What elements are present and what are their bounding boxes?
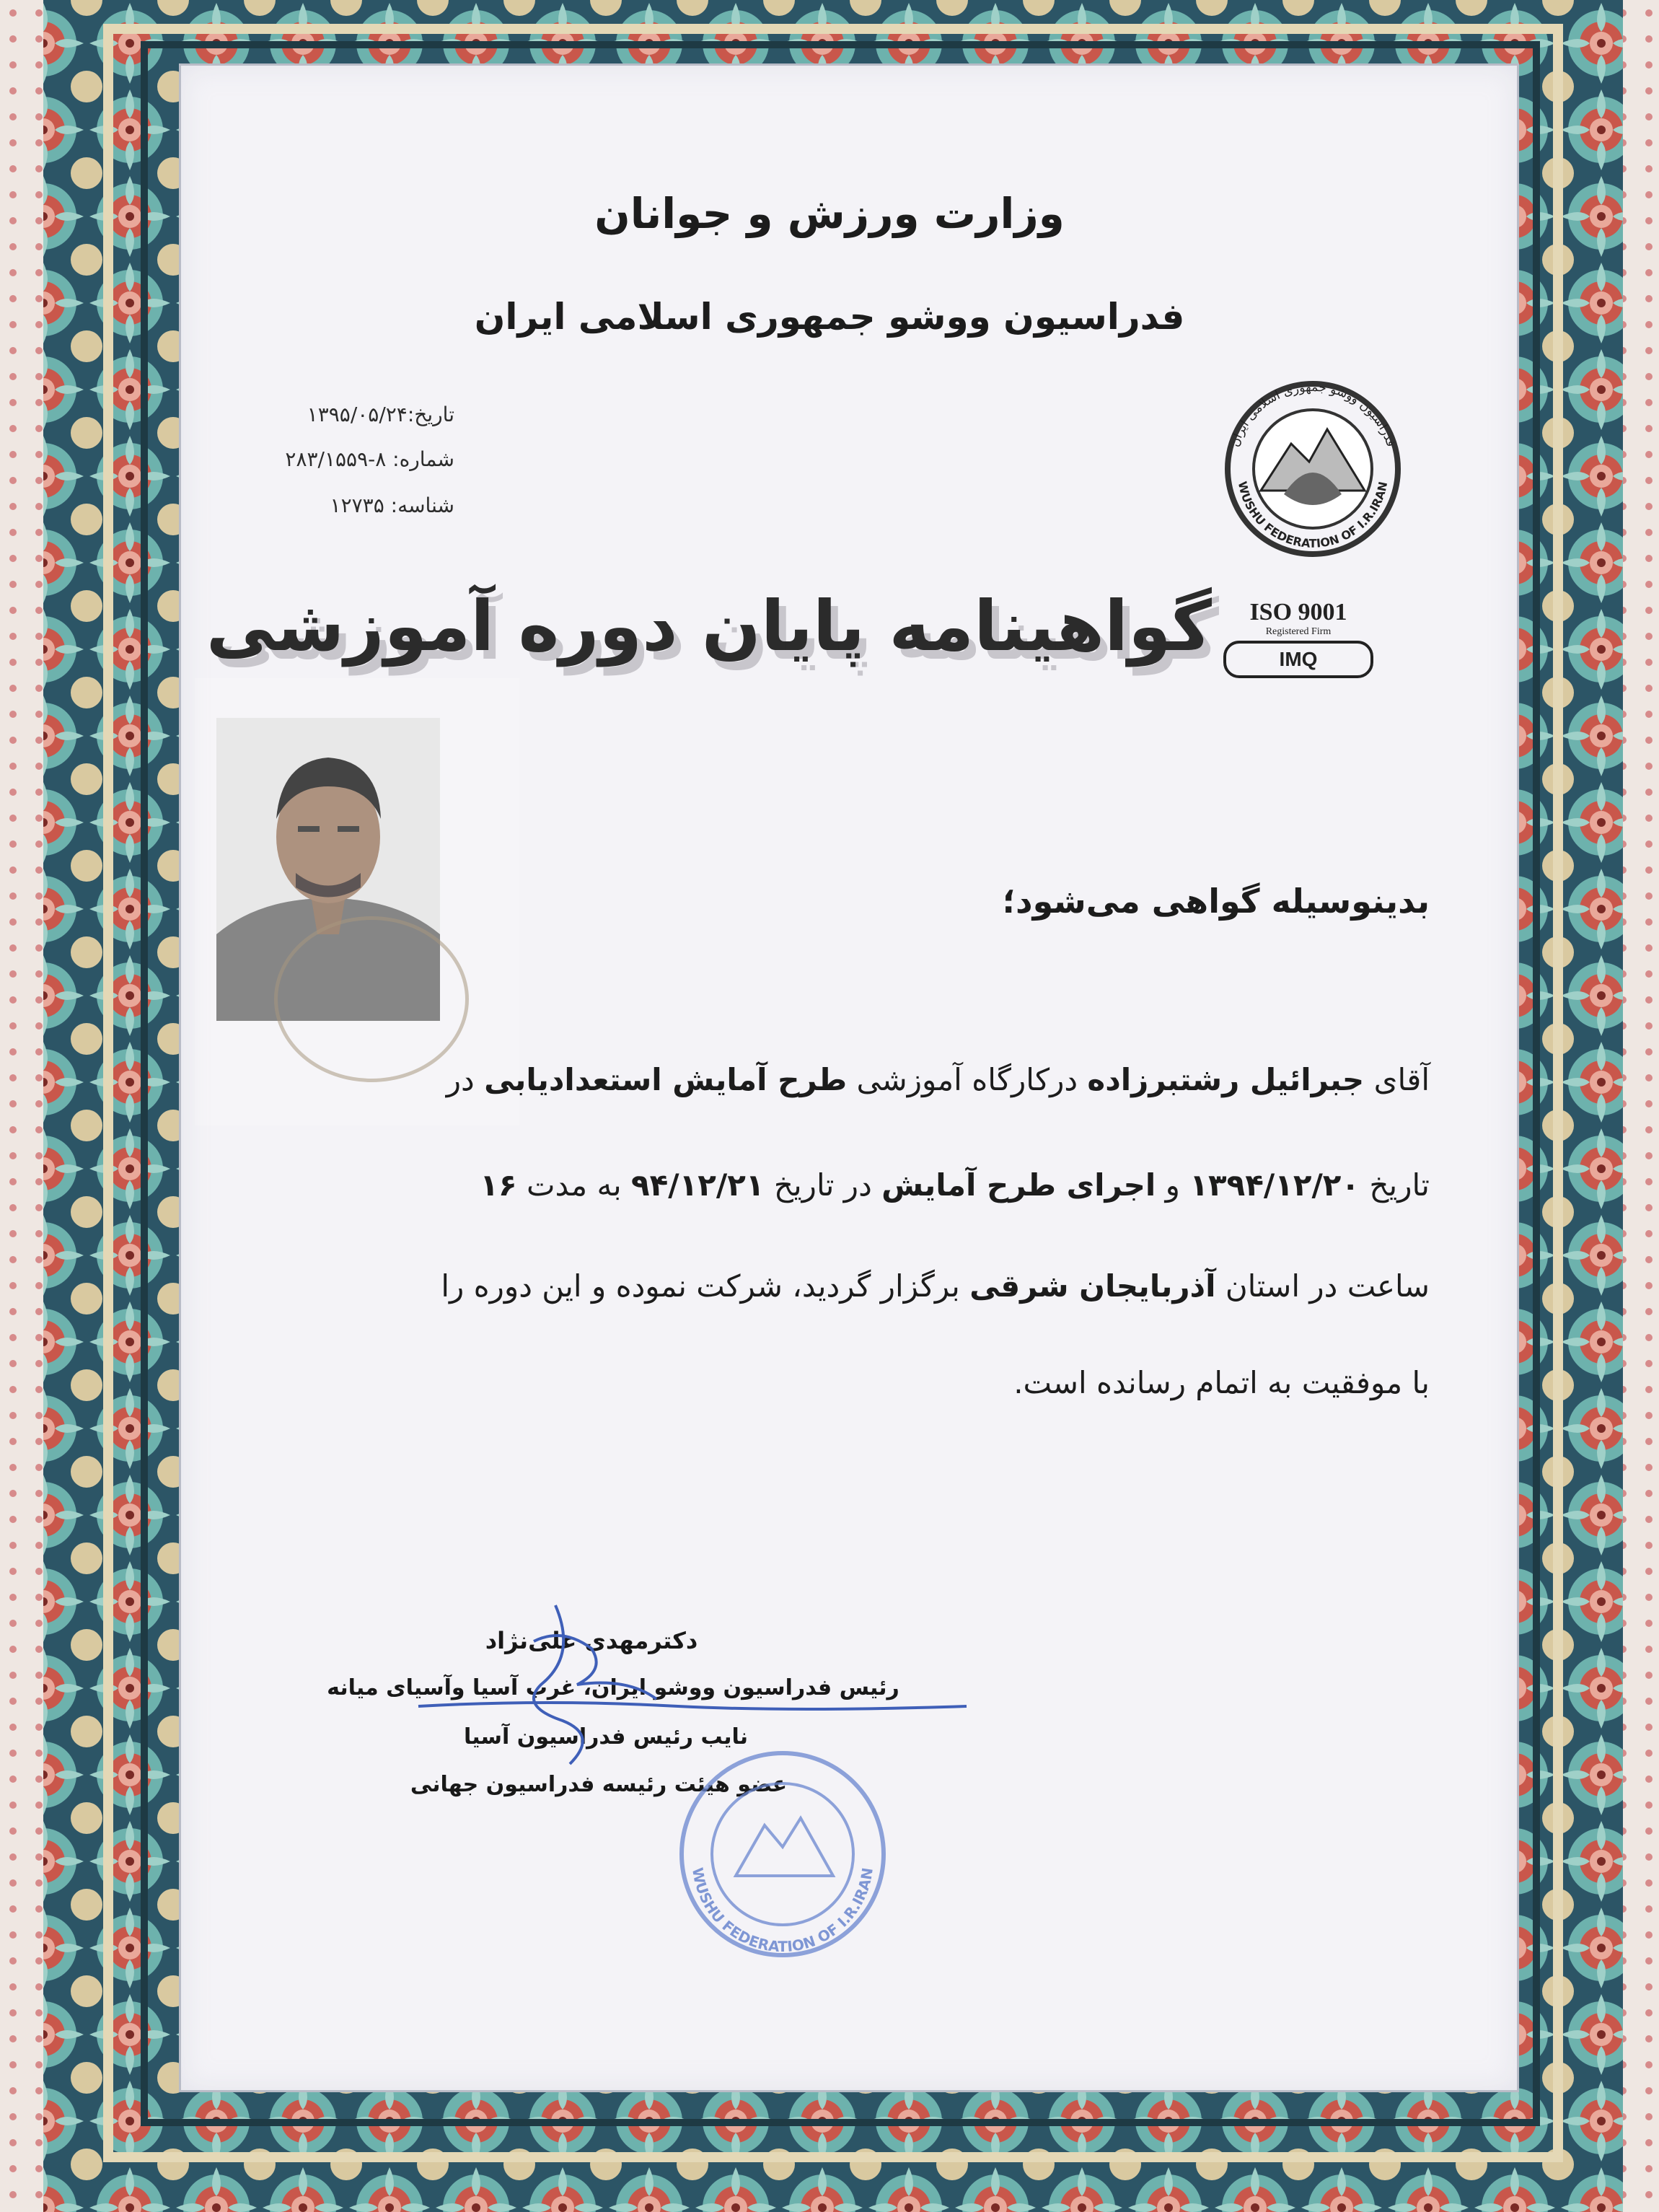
issue-date: تاریخ:۱۳۹۵/۰۵/۲۴	[307, 403, 454, 426]
program-name: اجرای طرح آمایش	[881, 1167, 1156, 1203]
recipient-name: جبرائیل رشتبرزاده	[1087, 1062, 1365, 1097]
iso-label: ISO 9001	[1249, 599, 1347, 626]
body-text: آقای	[1364, 1062, 1430, 1097]
signer-title-1: رئیس فدراسیون ووشو ایران، غرب آسیا وآسیای میانه	[327, 1675, 899, 1700]
body-text: به مدت	[516, 1167, 632, 1203]
signer-title-2: نایب رئیس فدراسیون آسیا	[463, 1724, 749, 1750]
photo-overlay	[195, 678, 519, 1125]
logo-ring-text-en: WUSHU FEDERATION OF I.R.IRAN	[1235, 480, 1391, 550]
ministry-heading: وزارت ورزش و جوانان	[594, 189, 1065, 238]
province-name: آذربایجان شرقی	[969, 1268, 1216, 1304]
iso-registered: Registered Firm	[1265, 626, 1332, 637]
body-line-2	[261, 1167, 1430, 1203]
iso-badge	[1212, 599, 1385, 693]
document-id: شناسه: ۱۲۷۳۵	[330, 493, 454, 517]
certificate-title: گواهینامه پایان دوره آموزشی	[206, 586, 1212, 667]
greeting-text: بدینوسیله گواهی می‌شود؛	[1002, 882, 1430, 921]
imq-label: IMQ	[1279, 648, 1318, 670]
body-text: برگزار گردید، شرکت نموده و این دوره را	[441, 1268, 970, 1304]
federation-heading: فدراسیون ووشو جمهوری اسلامی ایران	[474, 296, 1185, 338]
workshop-name: طرح آمایش استعدادیابی	[484, 1062, 848, 1097]
signer-name: دکترمهدی علی‌نژاد	[485, 1627, 698, 1654]
body-text: در	[446, 1062, 485, 1097]
body-line-4: با موفقیت به اتمام رسانده است.	[1013, 1365, 1430, 1400]
logo-ring-text: فدراسیون ووشو جمهوری اسلامی ایران	[1227, 379, 1399, 449]
body-text: درکارگاه آموزشی	[847, 1062, 1088, 1097]
body-text: و	[1156, 1167, 1190, 1203]
body-line-1	[261, 1062, 1430, 1097]
body-line-3	[261, 1268, 1430, 1304]
official-stamp	[664, 1746, 902, 1962]
signer-title-3: عضو هیئت رئیسه فدراسیون جهانی	[410, 1772, 788, 1797]
wushu-federation-logo	[1197, 372, 1428, 566]
document-number: شماره: ۸-۲۸۳/۱۵۵۹	[285, 447, 454, 471]
body-text: تاریخ	[1360, 1167, 1430, 1203]
stamp-text: WUSHU FEDERATION OF I.R.IRAN	[688, 1866, 876, 1956]
program-date: ۹۴/۱۲/۲۱	[631, 1167, 765, 1203]
imq-logo	[1223, 641, 1373, 678]
duration-hours: ۱۶	[480, 1167, 517, 1203]
workshop-date: ۱۳۹۴/۱۲/۲۰	[1189, 1167, 1360, 1203]
body-text: ساعت در استان	[1215, 1268, 1430, 1304]
body-text: در تاریخ	[764, 1167, 882, 1203]
